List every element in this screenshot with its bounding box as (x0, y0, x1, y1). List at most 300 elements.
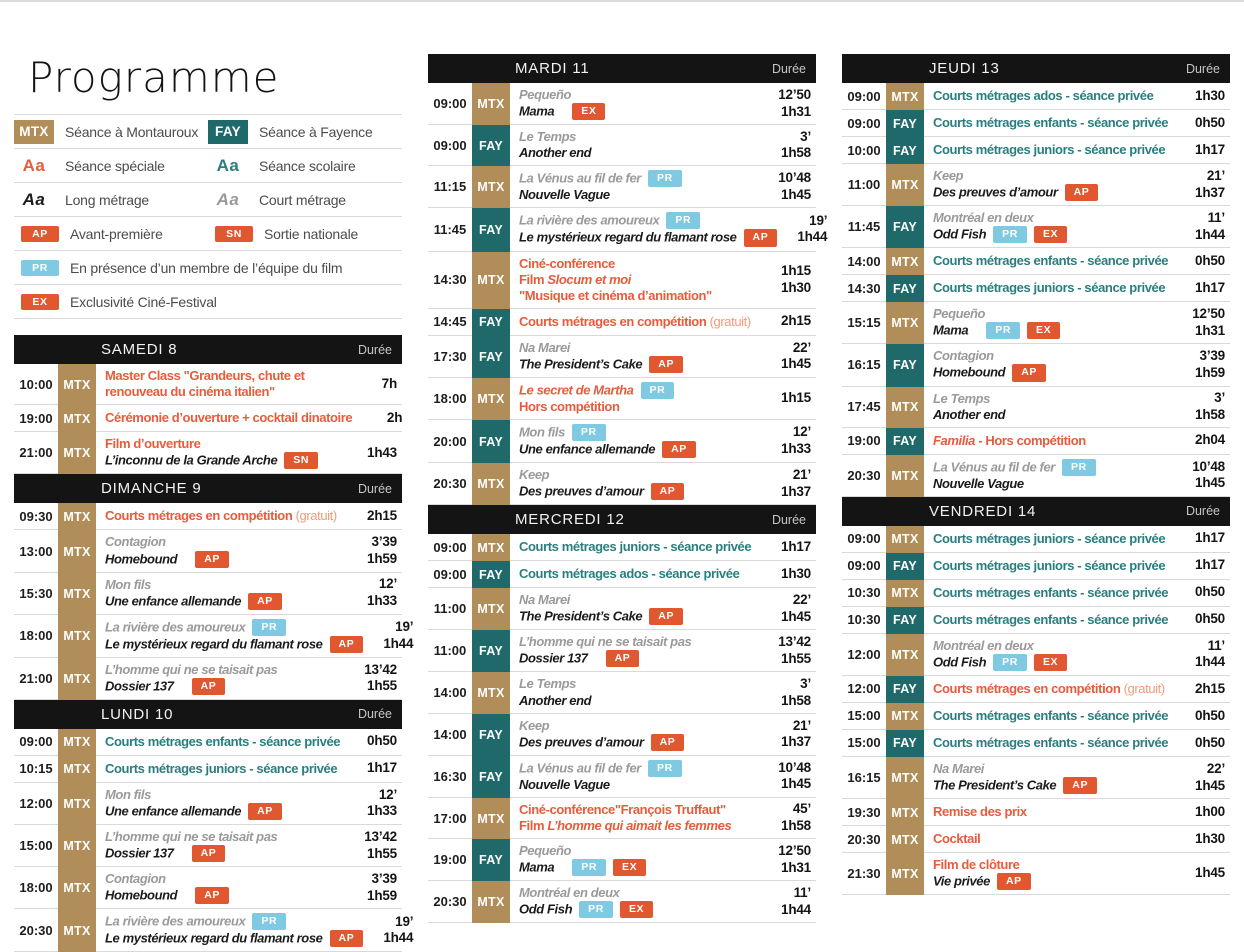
film-original-title: La Vénus au fil de fer (933, 459, 1055, 475)
duration-value: 1h30 (1195, 87, 1225, 103)
film-original-title: Montréal en deux (933, 210, 1034, 226)
venue-badge-mtx: MTX (886, 757, 924, 799)
venue-badge-fay: FAY (472, 630, 510, 672)
session-time: 17:00 (433, 810, 467, 826)
session-time: 19:30 (847, 804, 881, 820)
session-time: 09:00 (847, 531, 881, 547)
title-line (519, 539, 761, 555)
session-row (428, 756, 816, 798)
title-line (519, 272, 761, 288)
session-time: 21:00 (19, 670, 53, 686)
day-name: MARDI 11 (515, 60, 590, 77)
session-duration (1175, 708, 1230, 725)
title-line (519, 843, 761, 859)
duration-value: 1h37 (1195, 184, 1225, 200)
duration-value: 0h50 (367, 733, 397, 749)
film-title: Une enfance allemande (105, 593, 242, 609)
program-page (0, 2, 1244, 952)
day-header (428, 505, 816, 534)
title-line (105, 871, 347, 887)
session-row (842, 526, 1230, 553)
ap-badge: AP (606, 650, 640, 667)
duration-value: 1h44 (1195, 654, 1225, 670)
film-title: Odd Fish (933, 654, 987, 670)
session-row (428, 166, 816, 208)
film-original-title: Le Temps (519, 676, 577, 692)
session-title: Courts métrages juniors - séance privée (933, 530, 1166, 546)
day-header (428, 54, 816, 83)
film-original-title: L’homme qui ne se taisait pas (105, 661, 278, 677)
event-title: Slocum et moi (547, 271, 631, 287)
duration-value: 19’ (395, 618, 414, 634)
session-title-cell (96, 867, 347, 908)
venue-badge-mtx: MTX (886, 83, 924, 110)
session-title-cell (510, 839, 761, 880)
session-row (428, 561, 816, 588)
ap-badge: AP (649, 356, 683, 373)
session-row (842, 607, 1230, 634)
film-original-title: Na Marei (519, 592, 570, 608)
session-duration (347, 534, 402, 567)
ex-badge: EX (613, 859, 646, 876)
title-line (519, 818, 761, 834)
venue-badge-mtx: MTX (58, 756, 96, 783)
film-title: Homebound (105, 551, 178, 567)
title-line (933, 253, 1175, 269)
title-line (933, 306, 1175, 322)
duree-column-label: Durée (1185, 504, 1220, 519)
session-duration (761, 718, 816, 751)
title-line (933, 280, 1175, 296)
session-title: Courts métrages enfants - séance privée (105, 733, 341, 749)
session-row (428, 714, 816, 756)
session-row (428, 839, 816, 881)
title-line (105, 636, 363, 653)
title-line (519, 885, 761, 901)
session-row (428, 336, 816, 378)
session-time: 20:00 (433, 433, 467, 449)
session-title-cell (924, 344, 1175, 385)
session-time: 19:00 (433, 852, 467, 868)
title-line (105, 930, 363, 947)
session-row (842, 580, 1230, 607)
session-title-cell (924, 853, 1175, 894)
venue-badge-fay: FAY (472, 336, 510, 378)
column-sat-sun-mon (14, 53, 414, 952)
venue-badge-mtx: MTX (58, 615, 96, 658)
title-line (933, 708, 1175, 724)
film-original-title: Keep (519, 717, 550, 733)
venue-badge-mtx: MTX (886, 526, 924, 553)
session-row (14, 405, 402, 432)
legend-row (14, 115, 402, 149)
pr-badge: PR (572, 859, 606, 876)
duration-value: 1h44 (797, 229, 828, 245)
session-time: 15:30 (19, 585, 53, 601)
film-title: Odd Fish (519, 901, 573, 917)
session-title-cell (510, 336, 761, 377)
title-line (933, 681, 1175, 697)
title-line (519, 734, 761, 751)
session-duration (761, 676, 816, 709)
legend-row (14, 217, 402, 251)
session-title-cell (96, 757, 347, 781)
session-time: 09:00 (847, 558, 881, 574)
session-title-cell (510, 252, 761, 308)
film-title: Vie privée (933, 873, 990, 889)
session-title-cell (924, 249, 1175, 273)
film-title: The President’s Cake (519, 608, 643, 624)
duration-value: 11’ (1207, 637, 1225, 653)
session-time: 20:30 (433, 894, 467, 910)
duration-value: 1h17 (1195, 141, 1225, 157)
day-name: MERCREDI 12 (515, 511, 625, 529)
title-line (519, 103, 761, 120)
duration-value: 3’39 (371, 870, 397, 886)
event-title: Courts métrages en compétition (105, 508, 293, 524)
duration-value: 12’ (792, 424, 811, 440)
title-line (519, 399, 761, 415)
session-title-cell (924, 429, 1175, 453)
session-title-cell (924, 757, 1175, 798)
session-duration (1175, 168, 1230, 201)
session-duration (347, 733, 402, 750)
film-original-title: La rivière des amoureux (105, 913, 246, 929)
legend-item (14, 226, 208, 242)
session-title-cell (510, 420, 761, 462)
aa-school-legend-code: Aa (216, 155, 240, 175)
duration-value: 12’50 (778, 86, 811, 102)
duree-column-label: Durée (1185, 61, 1220, 76)
session-duration (761, 170, 816, 203)
duration-value: 11’ (1207, 209, 1225, 225)
film-original-title: La rivière des amoureux (519, 212, 660, 228)
session-row (14, 909, 414, 952)
day-section-mardi-11 (428, 54, 828, 505)
session-title-cell (96, 783, 347, 824)
duration-value: 1h45 (1195, 777, 1225, 793)
ap-badge: AP (330, 636, 364, 653)
title-line (519, 650, 761, 667)
venue-badge-mtx: MTX (472, 252, 510, 309)
legend-row (14, 285, 402, 319)
title-line (933, 226, 1175, 243)
session-duration (1175, 253, 1230, 270)
session-title-cell (510, 798, 761, 838)
session-time: 18:00 (19, 628, 53, 644)
session-title-cell (924, 608, 1175, 632)
session-title-cell (510, 83, 761, 124)
title-line (933, 558, 1175, 574)
event-title: Hors compétition (519, 398, 620, 414)
duration-value: 0h50 (1195, 114, 1225, 130)
venue-badge-mtx: MTX (58, 825, 96, 867)
event-title: Cocktail (933, 831, 981, 847)
duree-column-label: Durée (771, 512, 806, 527)
venue-badge-mtx: MTX (58, 783, 96, 825)
session-title-cell (510, 714, 761, 755)
duration-value: 1h15 (781, 390, 811, 406)
session-time: 11:00 (847, 177, 881, 193)
session-row (428, 630, 816, 672)
ex-badge: EX (620, 901, 653, 918)
session-title-cell (924, 527, 1175, 551)
event-title: Master Class "Grandeurs, chute et (105, 368, 305, 384)
title-line (519, 424, 761, 441)
day-section-jeudi-13 (842, 54, 1230, 497)
title-line (105, 368, 347, 384)
event-title: Film (519, 818, 548, 834)
film-title: Une enfance allemande (519, 441, 656, 457)
title-line (105, 803, 347, 820)
legend-item (14, 120, 208, 144)
title-line (933, 115, 1175, 131)
session-title-cell (96, 825, 347, 866)
venue-badge-fay: FAY (886, 137, 924, 164)
title-line (105, 508, 347, 524)
legend-row (14, 251, 402, 285)
legend-item (14, 156, 208, 176)
duree-column-label: Durée (771, 61, 806, 76)
duration-value: 1h37 (781, 483, 811, 499)
film-original-title: Montréal en deux (933, 637, 1034, 653)
title-line (105, 787, 347, 803)
title-line (933, 168, 1175, 184)
session-duration (1175, 115, 1230, 132)
duration-value: 1h45 (781, 776, 811, 792)
session-duration (347, 376, 402, 393)
session-title-cell (924, 581, 1175, 605)
ap-badge: AP (248, 803, 282, 820)
film-title: The President’s Cake (519, 356, 643, 372)
title-line (105, 436, 347, 452)
session-row (842, 83, 1230, 110)
duration-value: 12’ (378, 786, 397, 802)
session-row (428, 83, 816, 125)
session-time: 15:00 (847, 735, 881, 751)
title-line (933, 735, 1175, 751)
session-title: Courts métrages enfants - séance privée (933, 584, 1169, 600)
ap-badge: AP (330, 930, 364, 947)
duration-value: 1h55 (367, 845, 397, 861)
session-time: 13:00 (19, 543, 53, 559)
film-title: Another end (933, 406, 1006, 422)
title-line (519, 441, 761, 458)
duration-value: 0h50 (1195, 734, 1225, 750)
session-time: 14:30 (847, 280, 881, 296)
session-title-cell (924, 276, 1175, 300)
session-row (14, 615, 414, 658)
title-line (105, 845, 347, 862)
duration-value: 1h17 (367, 760, 397, 776)
film-title: The President’s Cake (933, 777, 1057, 793)
aa-feature-legend-code: Aa (22, 189, 46, 209)
duree-column-label: Durée (357, 342, 392, 357)
event-title: Cérémonie d’ouverture + cocktail dinatoire (105, 410, 353, 426)
session-duration (363, 619, 418, 652)
title-line (519, 129, 761, 145)
fay-legend-code: FAY (208, 120, 248, 144)
session-title: Courts métrages enfants - séance privée (933, 114, 1169, 130)
title-line (933, 612, 1175, 628)
venue-badge-mtx: MTX (886, 248, 924, 275)
session-title-cell (510, 166, 761, 207)
duration-value: 1h33 (367, 593, 397, 609)
day-section-lundi-10 (14, 700, 414, 952)
session-title-cell (924, 387, 1175, 427)
ap-badge: AP (649, 608, 683, 625)
duree-column-label: Durée (357, 707, 392, 722)
venue-badge-mtx: MTX (58, 503, 96, 530)
session-time: 15:15 (847, 315, 881, 331)
page-title: Programme (28, 53, 280, 102)
title-line (519, 777, 761, 793)
session-row (428, 125, 816, 166)
title-line (105, 410, 352, 426)
venue-badge-fay: FAY (886, 553, 924, 580)
film-original-title: Mon fils (105, 576, 151, 592)
day-section-dimanche-9 (14, 474, 414, 699)
session-time: 19:00 (19, 410, 53, 426)
duration-value: 1h44 (383, 635, 414, 651)
ap-badge: AP (192, 678, 226, 695)
duration-value: 0h50 (1195, 252, 1225, 268)
session-duration (761, 760, 816, 793)
day-header (14, 700, 402, 729)
session-title-cell (96, 432, 347, 473)
duration-value: 21’ (1206, 167, 1225, 183)
title-line (105, 662, 347, 678)
venue-badge-mtx: MTX (58, 729, 96, 756)
film-original-title: Le Temps (933, 390, 991, 406)
venue-badge-fay: FAY (886, 607, 924, 634)
title-line (105, 577, 347, 593)
session-title-cell (96, 573, 347, 614)
venue-badge-mtx: MTX (472, 881, 510, 923)
pr-badge: PR (986, 322, 1020, 339)
title-line (519, 145, 761, 161)
title-line (933, 654, 1175, 671)
session-duration (761, 843, 816, 876)
session-row (14, 364, 402, 405)
sn-badge: SN (284, 452, 318, 469)
duration-value: 7h (381, 375, 397, 391)
venue-badge-mtx: MTX (886, 634, 924, 676)
ap-badge: AP (662, 441, 696, 458)
pr-legend-code: PR (21, 260, 59, 276)
pr-badge: PR (666, 212, 700, 229)
film-title: Des preuves d’amour (933, 184, 1058, 200)
title-line (933, 831, 1175, 847)
duration-value: 13’42 (364, 661, 397, 677)
duration-value: 22’ (1206, 760, 1225, 776)
duration-value: 1h17 (1195, 279, 1225, 295)
session-title: Courts métrages juniors - séance privée (933, 557, 1166, 573)
duree-column-label: Durée (357, 481, 392, 496)
session-time: 09:00 (847, 88, 881, 104)
title-line (933, 184, 1175, 201)
film-title: Le mystérieux regard du flamant rose (105, 636, 323, 652)
session-title-cell (924, 677, 1175, 701)
session-time: 16:15 (847, 357, 881, 373)
legend-item (14, 190, 208, 210)
title-line (933, 433, 1175, 449)
session-row (842, 553, 1230, 580)
session-duration (761, 340, 816, 373)
film-title: Des preuves d’amour (519, 734, 644, 750)
session-time: 09:00 (433, 539, 467, 555)
session-row (842, 110, 1230, 137)
session-row (428, 534, 816, 561)
film-title: Mama (519, 859, 555, 875)
legend-label: Court métrage (259, 191, 346, 208)
session-title-cell (924, 455, 1175, 496)
legend-row (14, 149, 402, 183)
venue-badge-mtx: MTX (58, 573, 96, 615)
ap-badge: AP (248, 593, 282, 610)
film-original-title: Keep (933, 168, 964, 183)
session-time: 14:00 (433, 685, 467, 701)
session-duration (1175, 611, 1230, 628)
film-original-title: La rivière des amoureux (105, 619, 246, 635)
session-time: 12:00 (847, 681, 881, 697)
duration-value: 13’42 (778, 634, 811, 650)
legend-item (14, 294, 402, 310)
title-line (933, 348, 1175, 364)
duration-value: 1h45 (1195, 475, 1225, 491)
session-row (14, 530, 402, 572)
session-row (14, 825, 402, 867)
session-duration (1175, 681, 1230, 698)
session-row (428, 881, 816, 923)
session-duration (761, 424, 816, 457)
title-line (519, 718, 761, 734)
session-title-cell (96, 615, 363, 657)
session-duration (761, 87, 816, 120)
venue-badge-fay: FAY (472, 125, 510, 166)
duration-value: 1h59 (1195, 364, 1225, 380)
session-duration (1175, 584, 1230, 601)
session-row (428, 208, 828, 251)
duration-value: 22’ (792, 339, 811, 355)
legend-label: Séance scolaire (259, 157, 356, 174)
film-title: Odd Fish (933, 226, 987, 242)
event-note: (gratuit) (292, 508, 337, 524)
pr-badge: PR (579, 901, 613, 918)
film-title: Dossier 137 (105, 845, 174, 861)
film-original-title: La Vénus au fil de fer (519, 170, 641, 186)
session-title-cell (924, 138, 1175, 162)
day-section-vendredi-14 (842, 497, 1230, 895)
title-line (519, 693, 761, 709)
session-title: Courts métrages juniors - séance privée (519, 539, 752, 555)
film-original-title: Keep (519, 467, 550, 483)
session-row (428, 309, 816, 336)
duration-value: 1h55 (781, 650, 811, 666)
session-title-cell (924, 302, 1175, 343)
session-title-cell (96, 530, 347, 571)
session-time: 20:30 (19, 922, 53, 938)
title-line (933, 459, 1175, 476)
duration-value: 19’ (809, 212, 828, 228)
session-title: Courts métrages juniors - séance privée (933, 280, 1166, 296)
session-time: 12:00 (847, 646, 881, 662)
session-time: 14:00 (433, 726, 467, 742)
venue-badge-fay: FAY (472, 309, 510, 336)
duration-value: 0h50 (1195, 584, 1225, 600)
title-line (933, 322, 1175, 339)
column-tue-wed (428, 54, 828, 952)
